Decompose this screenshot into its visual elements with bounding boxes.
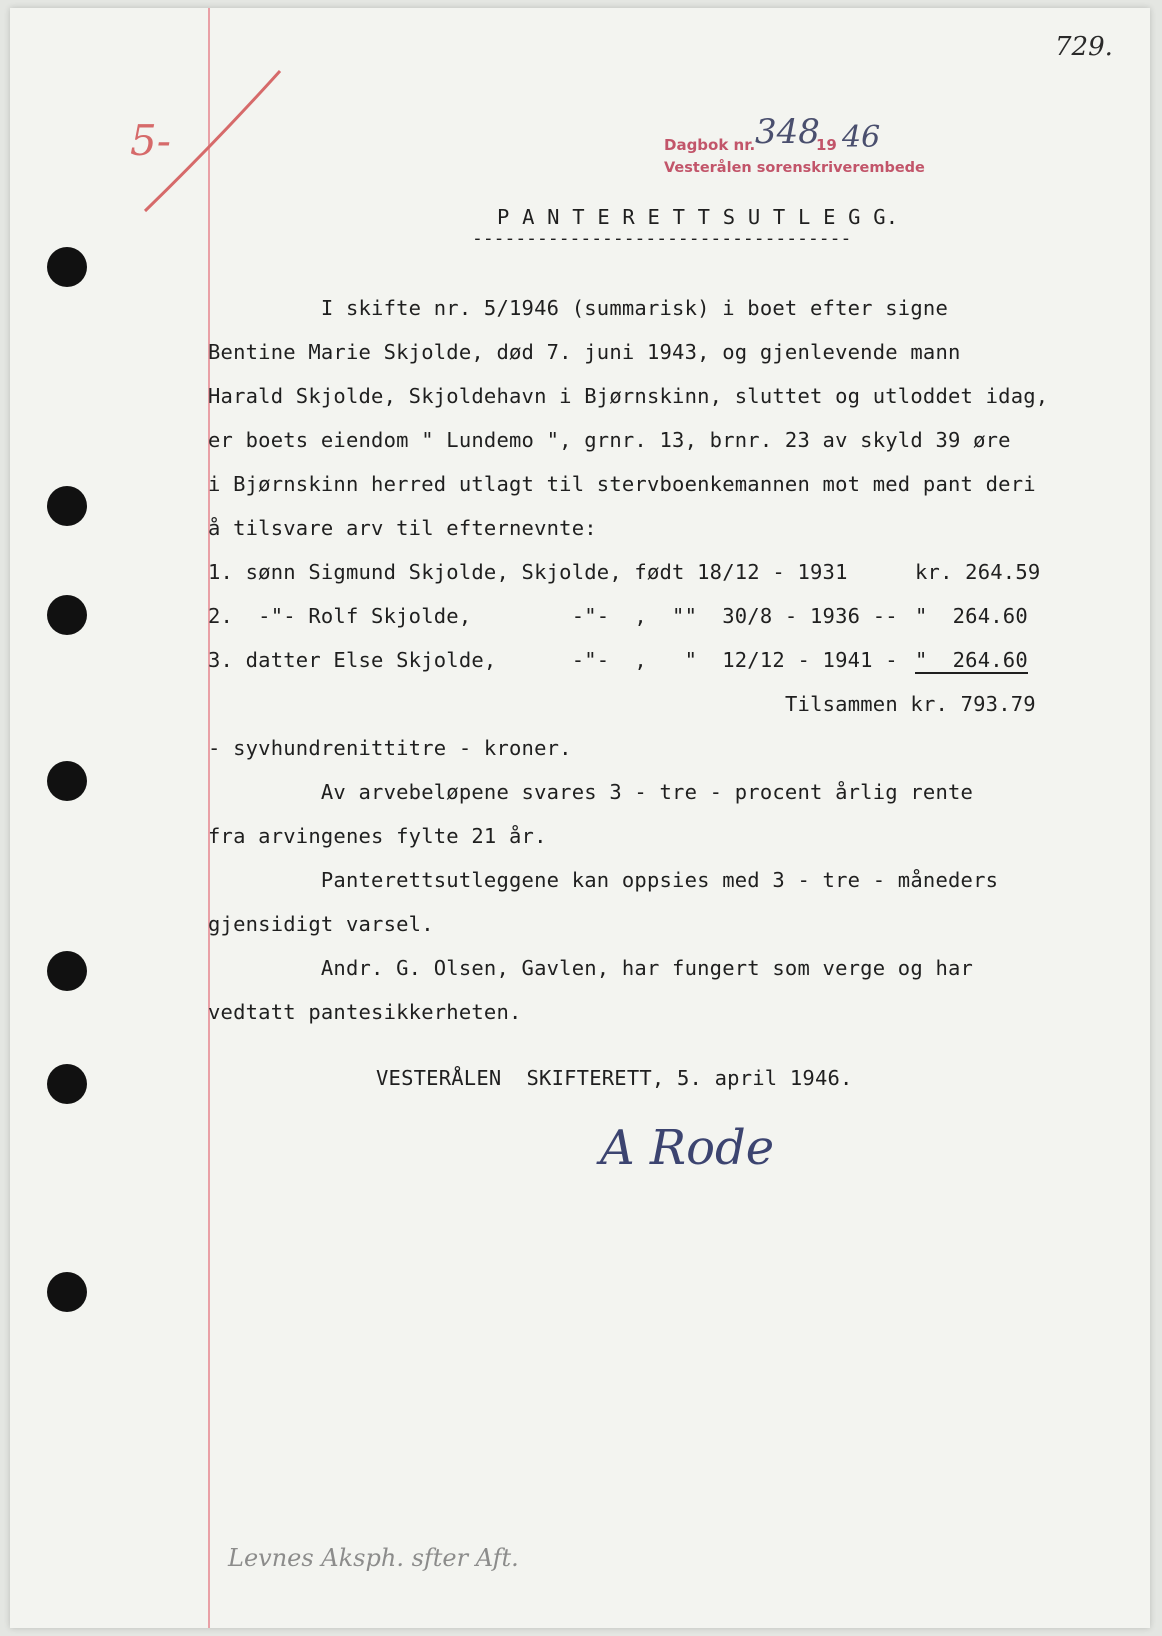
body-line: Harald Skjolde, Skjoldehavn i Bjørnskinn, sluttet og utloddet idag, [208, 384, 1049, 408]
punch-hole [47, 1064, 87, 1104]
page-number: 729. [1055, 32, 1113, 62]
heir-amount: " 264.60 [915, 604, 1028, 628]
body-line: fra arvingenes fylte 21 år. [208, 824, 547, 848]
body-line: Panterettsutleggene kan oppsies med 3 - tre - måneders [208, 868, 999, 892]
body-line: gjensidigt varsel. [208, 912, 434, 936]
stamp-year-prefix: 19 [816, 136, 837, 154]
title-underline: ----------------------------------- [472, 228, 852, 249]
margin-slash-mark [125, 63, 295, 223]
heir-entry: 3. datter Else Skjolde, -"- , " 12/12 - 1941 - [208, 648, 898, 672]
bottom-pencil-note: Levnes Aksph. sfter Aft. [228, 1544, 519, 1572]
punch-hole [47, 761, 87, 801]
body-line: vedtatt pantesikkerheten. [208, 1000, 522, 1024]
body-line: er boets eiendom " Lundemo ", grnr. 13, brnr. 23 av skyld 39 øre [208, 428, 1011, 452]
signature: A Rode [600, 1120, 775, 1176]
heir-entry: 1. sønn Sigmund Skjolde, Skjolde, født 18/12 - 1931 [208, 560, 848, 584]
punch-hole [47, 595, 87, 635]
punch-hole [47, 247, 87, 287]
punch-hole [47, 486, 87, 526]
stamp-prefix: Dagbok nr. [664, 136, 756, 154]
body-line: Av arvebeløpene svares 3 - tre - procent årlig rente [208, 780, 974, 804]
heir-entry: 2. -"- Rolf Skjolde, -"- , "" 30/8 - 1936 -- [208, 604, 898, 628]
body-line: I skifte nr. 5/1946 (summarisk) i boet efter signe [208, 296, 948, 320]
stamp-number: 348 [755, 112, 820, 152]
body-line: Andr. G. Olsen, Gavlen, har fungert som verge og har [208, 956, 974, 980]
total-line: Tilsammen kr. 793.79 [785, 692, 1036, 716]
document-page [10, 8, 1150, 1628]
heir-amount: kr. 264.59 [915, 560, 1041, 584]
body-line: i Bjørnskinn herred utlagt til stervboenkemannen mot med pant deri [208, 472, 1036, 496]
stamp-office: Vesterålen sorenskriverembede [664, 160, 925, 176]
punch-hole [47, 1272, 87, 1312]
body-line: å tilsvare arv til efternevnte: [208, 516, 597, 540]
punch-hole [47, 951, 87, 991]
stamp-year: 46 [842, 120, 881, 155]
margin-line [208, 8, 210, 1628]
document-title: P A N T E R E T T S U T L E G G. [497, 205, 899, 229]
margin-note-text: 5- [130, 116, 171, 165]
closing-line: VESTERÅLEN SKIFTERETT, 5. april 1946. [376, 1066, 853, 1090]
amount-in-words: - syvhundrenittitre - kroner. [208, 736, 572, 760]
heir-amount: " 264.60 [915, 648, 1028, 672]
body-line: Bentine Marie Skjolde, død 7. juni 1943, og gjenlevende mann [208, 340, 961, 364]
